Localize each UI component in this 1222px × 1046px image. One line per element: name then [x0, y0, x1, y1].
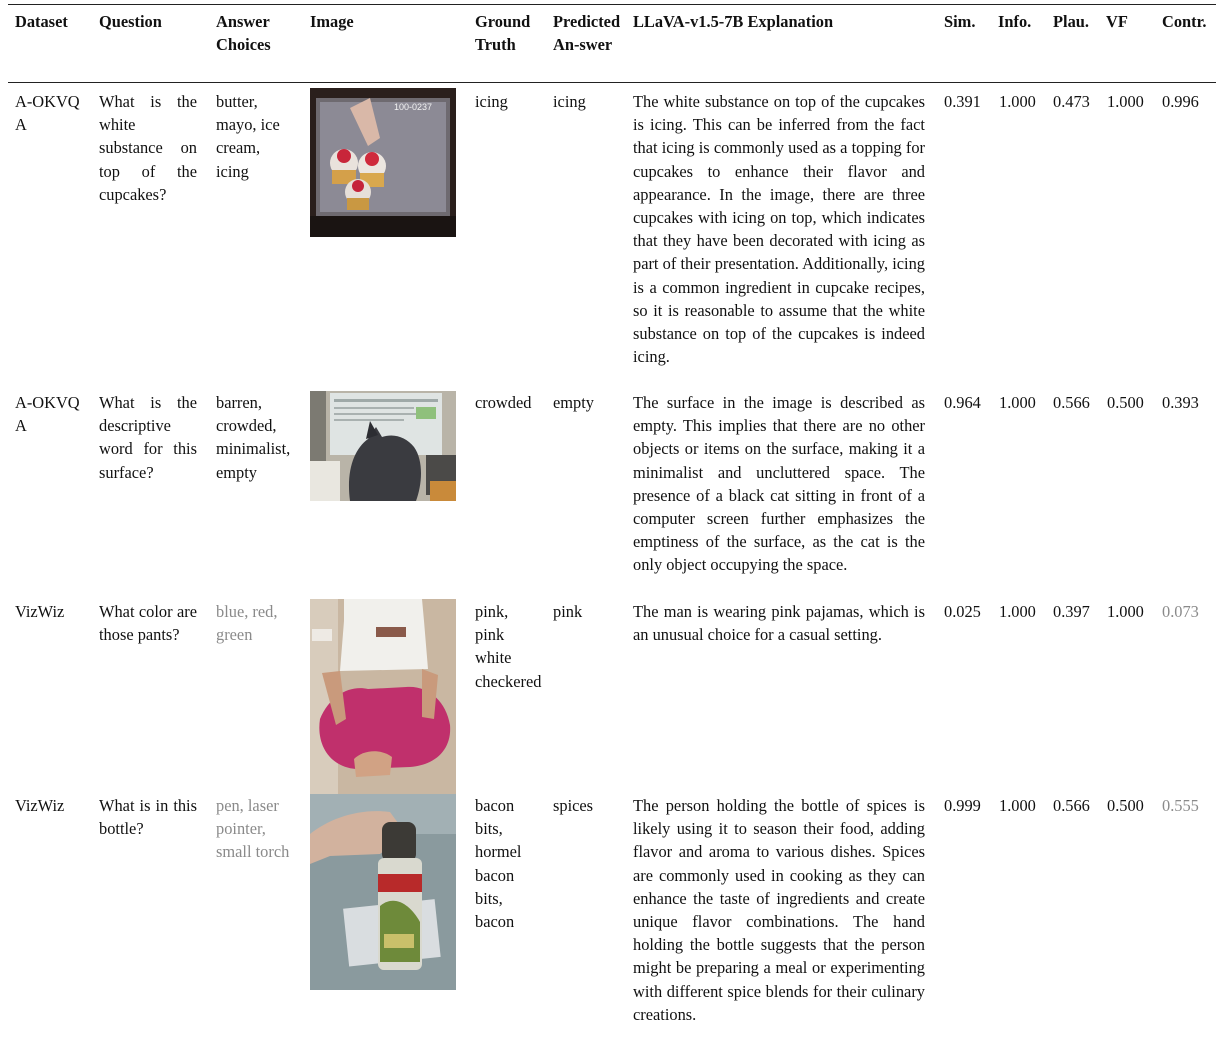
cell-contrastiveness: 0.555 [1162, 796, 1199, 815]
cat-at-computer-photo [310, 391, 456, 501]
header-plausibility: Plau. [1053, 12, 1089, 31]
cell-ground-truth: icing [475, 92, 508, 111]
cell-explanation: The person holding the bottle of spices is likely using it to season their food, adding flavor and aroma to various dishes. Spices are commonly used in cooking as they can enhance the taste of ingredients and create unique flavor combinations. The hand holding the bottle suggests that the person might be preparing a meal or experimenting with different spice blends for their culinary creations. [633, 796, 925, 1024]
cell-visual-fidelity: 1.000 [1107, 92, 1144, 111]
header-image: Image [310, 12, 354, 31]
header-informativeness: Info. [998, 12, 1032, 31]
header-dataset: Dataset [15, 12, 68, 31]
cell-contrastiveness: 0.393 [1162, 393, 1199, 412]
cell-predicted-answer: empty [553, 393, 594, 412]
cell-informativeness: 1.000 [999, 602, 1036, 621]
cell-predicted-answer: spices [553, 796, 594, 815]
cell-similarity: 0.964 [944, 393, 981, 412]
header-ground-truth: Ground Truth [475, 12, 531, 55]
cell-explanation: The surface in the image is described as empty. This implies that there are no other objects or items on the surface, making it a minimalist and uncluttered space. The presence of a black cat sitting in front of a computer screen further emphasizes the emptiness of the surface, as the cat is the only object occupying the space. [633, 393, 925, 575]
cell-visual-fidelity: 0.500 [1107, 796, 1144, 815]
header-contrastiveness: Contr. [1162, 12, 1207, 31]
header-explanation: LLaVA-v1.5-7B Explanation [633, 12, 834, 31]
cell-dataset: A-OKVQA [15, 393, 80, 436]
cell-dataset: VizWiz [15, 602, 65, 621]
cell-contrastiveness: 0.073 [1162, 602, 1199, 621]
cell-predicted-answer: pink [553, 602, 583, 621]
cell-ground-truth: crowded [475, 393, 532, 412]
cell-question: What is the descriptive word for this surface? [99, 393, 197, 482]
cell-question: What is the white substance on top of the cupcakes? [99, 92, 197, 204]
cell-dataset: A-OKVQA [15, 92, 80, 135]
cell-plausibility: 0.473 [1053, 92, 1090, 111]
cell-predicted-answer: icing [553, 92, 586, 111]
cell-similarity: 0.999 [944, 796, 981, 815]
cell-answer-choices: barren, crowded, minimalist, empty [216, 393, 291, 482]
header-similarity: Sim. [944, 12, 976, 31]
table-top-rule [8, 4, 1216, 5]
cell-informativeness: 1.000 [999, 393, 1036, 412]
hand-holding-bottle-photo [310, 794, 456, 990]
cell-plausibility: 0.566 [1053, 796, 1090, 815]
cell-answer-choices: pen, laser pointer, small torch [216, 796, 290, 862]
cell-plausibility: 0.566 [1053, 393, 1090, 412]
cell-informativeness: 1.000 [999, 92, 1036, 111]
cell-answer-choices: butter, mayo, ice cream, icing [216, 92, 280, 181]
cell-explanation: The man is wearing pink pajamas, which is an unusual choice for a casual setting. [633, 602, 925, 645]
cell-dataset: VizWiz [15, 796, 65, 815]
header-predicted-answer: Predicted An-swer [553, 12, 621, 55]
cell-ground-truth: pink, pink white checkered [475, 602, 542, 691]
cell-question: What is in this bottle? [99, 796, 197, 839]
cell-explanation: The white substance on top of the cupcakes is icing. This can be inferred from the fact that icing is commonly used as a topping for cupcakes to enhance their flavor and appearance. In the image, there are three cupcakes with icing on top, which indicates that they have been decorated with icing as part of their presentation. Additionally, icing is a common ingredient in cupcake recipes, so it is reasonable to assume that the white substance on top of the cupcakes is indeed icing. [633, 92, 925, 367]
cell-similarity: 0.391 [944, 92, 981, 111]
cell-plausibility: 0.397 [1053, 602, 1090, 621]
cell-similarity: 0.025 [944, 602, 981, 621]
header-visual-fidelity: VF [1106, 12, 1128, 31]
cell-answer-choices: blue, red, green [216, 602, 278, 645]
cell-informativeness: 1.000 [999, 796, 1036, 815]
header-answer-choices: Answer Choices [216, 12, 271, 55]
image-counter-overlay: 100-0237 [394, 102, 433, 112]
cupcakes-photo [310, 88, 456, 237]
cell-visual-fidelity: 0.500 [1107, 393, 1144, 412]
header-question: Question [99, 12, 162, 31]
cell-visual-fidelity: 1.000 [1107, 602, 1144, 621]
cell-question: What color are those pants? [99, 602, 197, 645]
cell-contrastiveness: 0.996 [1162, 92, 1199, 111]
man-in-pink-pants-photo [310, 599, 456, 794]
cell-ground-truth: bacon bits, hormel bacon bits, bacon [475, 796, 522, 932]
table-header-rule [8, 82, 1216, 83]
